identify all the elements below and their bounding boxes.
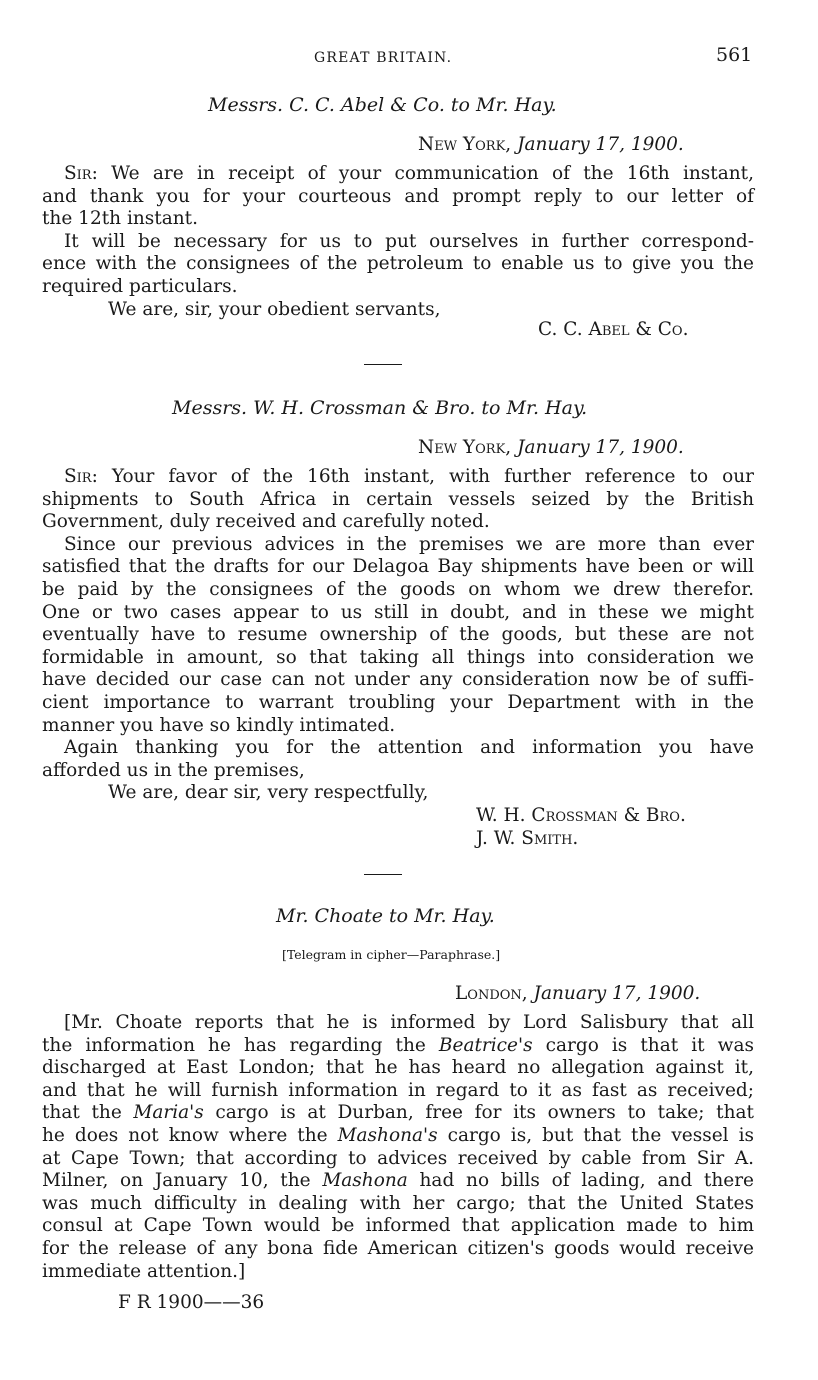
letter2-line: have decided our case can not under any consideration now be of suffi- (42, 669, 754, 691)
letter1-place: New York, (418, 134, 512, 155)
letter2-line: Again thanking you for the attention and information you have (64, 737, 754, 759)
letter3-line: and that he will furnish information in regard to it as fast as received; (42, 1079, 754, 1101)
letter2-body (42, 466, 754, 805)
letter1-salutation: Sir: (64, 163, 98, 184)
letter2-line: shipments to South Africa in certain vessels seized by the British (42, 488, 754, 510)
letter3-text: had no bills of lading, and there (407, 1170, 754, 1192)
letter1-line (42, 163, 754, 186)
letter3-text: that the (42, 1102, 134, 1124)
letter3-text: cargo is, but that the vessel is (437, 1124, 754, 1146)
letter3-note: [Telegram in cipher—Paraphrase.] (282, 947, 501, 962)
letter2-line (42, 466, 754, 489)
letter3-text: cargo is that it was (532, 1034, 754, 1056)
letter2-line: formidable in amount, so that taking all things into consideration we (42, 646, 754, 668)
letter3-line (42, 1170, 754, 1193)
letter3-line: consul at Cape Town would be informed that application made to him (42, 1215, 754, 1237)
letter3-line: immediate attention.] (42, 1260, 246, 1282)
divider-rule (364, 874, 402, 875)
letter3-dateline (455, 983, 700, 1006)
running-title: GREAT BRITAIN. (314, 50, 453, 66)
ship-name-mashona: Mashona (322, 1170, 408, 1192)
letter1-signature: C. C. Abel & Co. (538, 319, 689, 340)
letter2-closing: We are, dear sir, very respectfully, (108, 782, 429, 804)
letter2-line: manner you have so kindly intimated. (42, 714, 396, 736)
ship-name-maria: Maria's (133, 1102, 204, 1124)
letter2-line: eventually have to resume ownership of the goods, but these are not (42, 624, 754, 646)
letter3-place: London, (455, 983, 528, 1004)
letter2-line: cient importance to warrant troubling your Department with in the (42, 691, 754, 713)
letter1-body (42, 163, 754, 321)
letter3-text: Milner, on January 10, the (42, 1170, 323, 1192)
letter3-text: the information he has regarding the (42, 1034, 439, 1056)
letter2-line: be paid by the consignees of the goods on whom we drew therefor. (42, 578, 754, 600)
letter1-line: required particulars. (42, 275, 238, 297)
letter1-line: the 12th instant. (42, 208, 198, 230)
letter2-date: January 17, 1900. (517, 437, 684, 458)
letter2-signature-firm: W. H. Crossman & Bro. (476, 805, 686, 826)
letter1-title: Messrs. C. C. Abel & Co. to Mr. Hay. (208, 94, 557, 116)
letter3-date: January 17, 1900. (533, 983, 701, 1004)
letter3-line: for the release of any bona fide American citizen's goods would receive (42, 1237, 754, 1259)
letter2-dateline (418, 437, 684, 460)
signature-mark: F R 1900——36 (118, 1292, 265, 1313)
letter1-closing: We are, sir, your obedient servants, (108, 298, 441, 320)
letter2-title: Messrs. W. H. Crossman & Bro. to Mr. Hay. (172, 397, 588, 419)
letter1-date: January 17, 1900. (517, 134, 684, 155)
page-number: 561 (716, 44, 753, 66)
letter1-line: It will be necessary for us to put ourselves in further correspond- (64, 230, 754, 252)
letter2-line: Since our previous advices in the premises we are more than ever (64, 533, 754, 555)
letter2-salutation: Sir: (64, 466, 98, 487)
letter2-line: satisfied that the drafts for our Delagoa Bay shipments have been or will (42, 556, 754, 578)
divider-rule (364, 364, 402, 365)
letter3-line (42, 1035, 754, 1058)
letter1-dateline (418, 134, 684, 157)
letter3-body (42, 1012, 754, 1283)
letter1-text: We are in receipt of your communication of the 16th instant, (111, 163, 754, 184)
letter3-title: Mr. Choate to Mr. Hay. (276, 905, 495, 927)
ship-name-mashona-possessive: Mashona's (337, 1124, 438, 1146)
letter3-line: at Cape Town; that according to advices received by cable from Sir A. (42, 1147, 754, 1169)
letter3-line: discharged at East London; that he has heard no allegation against it, (42, 1057, 754, 1079)
letter2-line: One or two cases appear to us still in doubt, and in these we might (42, 601, 754, 623)
letter2-line: Government, duly received and carefully noted. (42, 511, 490, 533)
letter3-text: he does not know where the (42, 1124, 338, 1146)
letter2-text: Your favor of the 16th instant, with further reference to our (111, 466, 754, 487)
letter3-line (42, 1102, 754, 1125)
letter2-line: afforded us in the premises, (42, 759, 305, 781)
letter3-line (42, 1125, 754, 1148)
letter3-line: [Mr. Choate reports that he is informed by Lord Salisbury that all (64, 1012, 754, 1033)
letter2-signature-name: J. W. Smith. (476, 828, 579, 849)
letter3-text: cargo is at Durban, free for its owners to take; that (203, 1102, 754, 1124)
letter1-line: ence with the consignees of the petroleum to enable us to give you the (42, 253, 754, 275)
letter3-line: was much difficulty in dealing with her cargo; that the United States (42, 1192, 754, 1214)
letter2-place: New York, (418, 437, 512, 458)
letter1-line: and thank you for your courteous and prompt reply to our letter of (42, 185, 754, 207)
ship-name-beatrice: Beatrice's (438, 1034, 533, 1056)
